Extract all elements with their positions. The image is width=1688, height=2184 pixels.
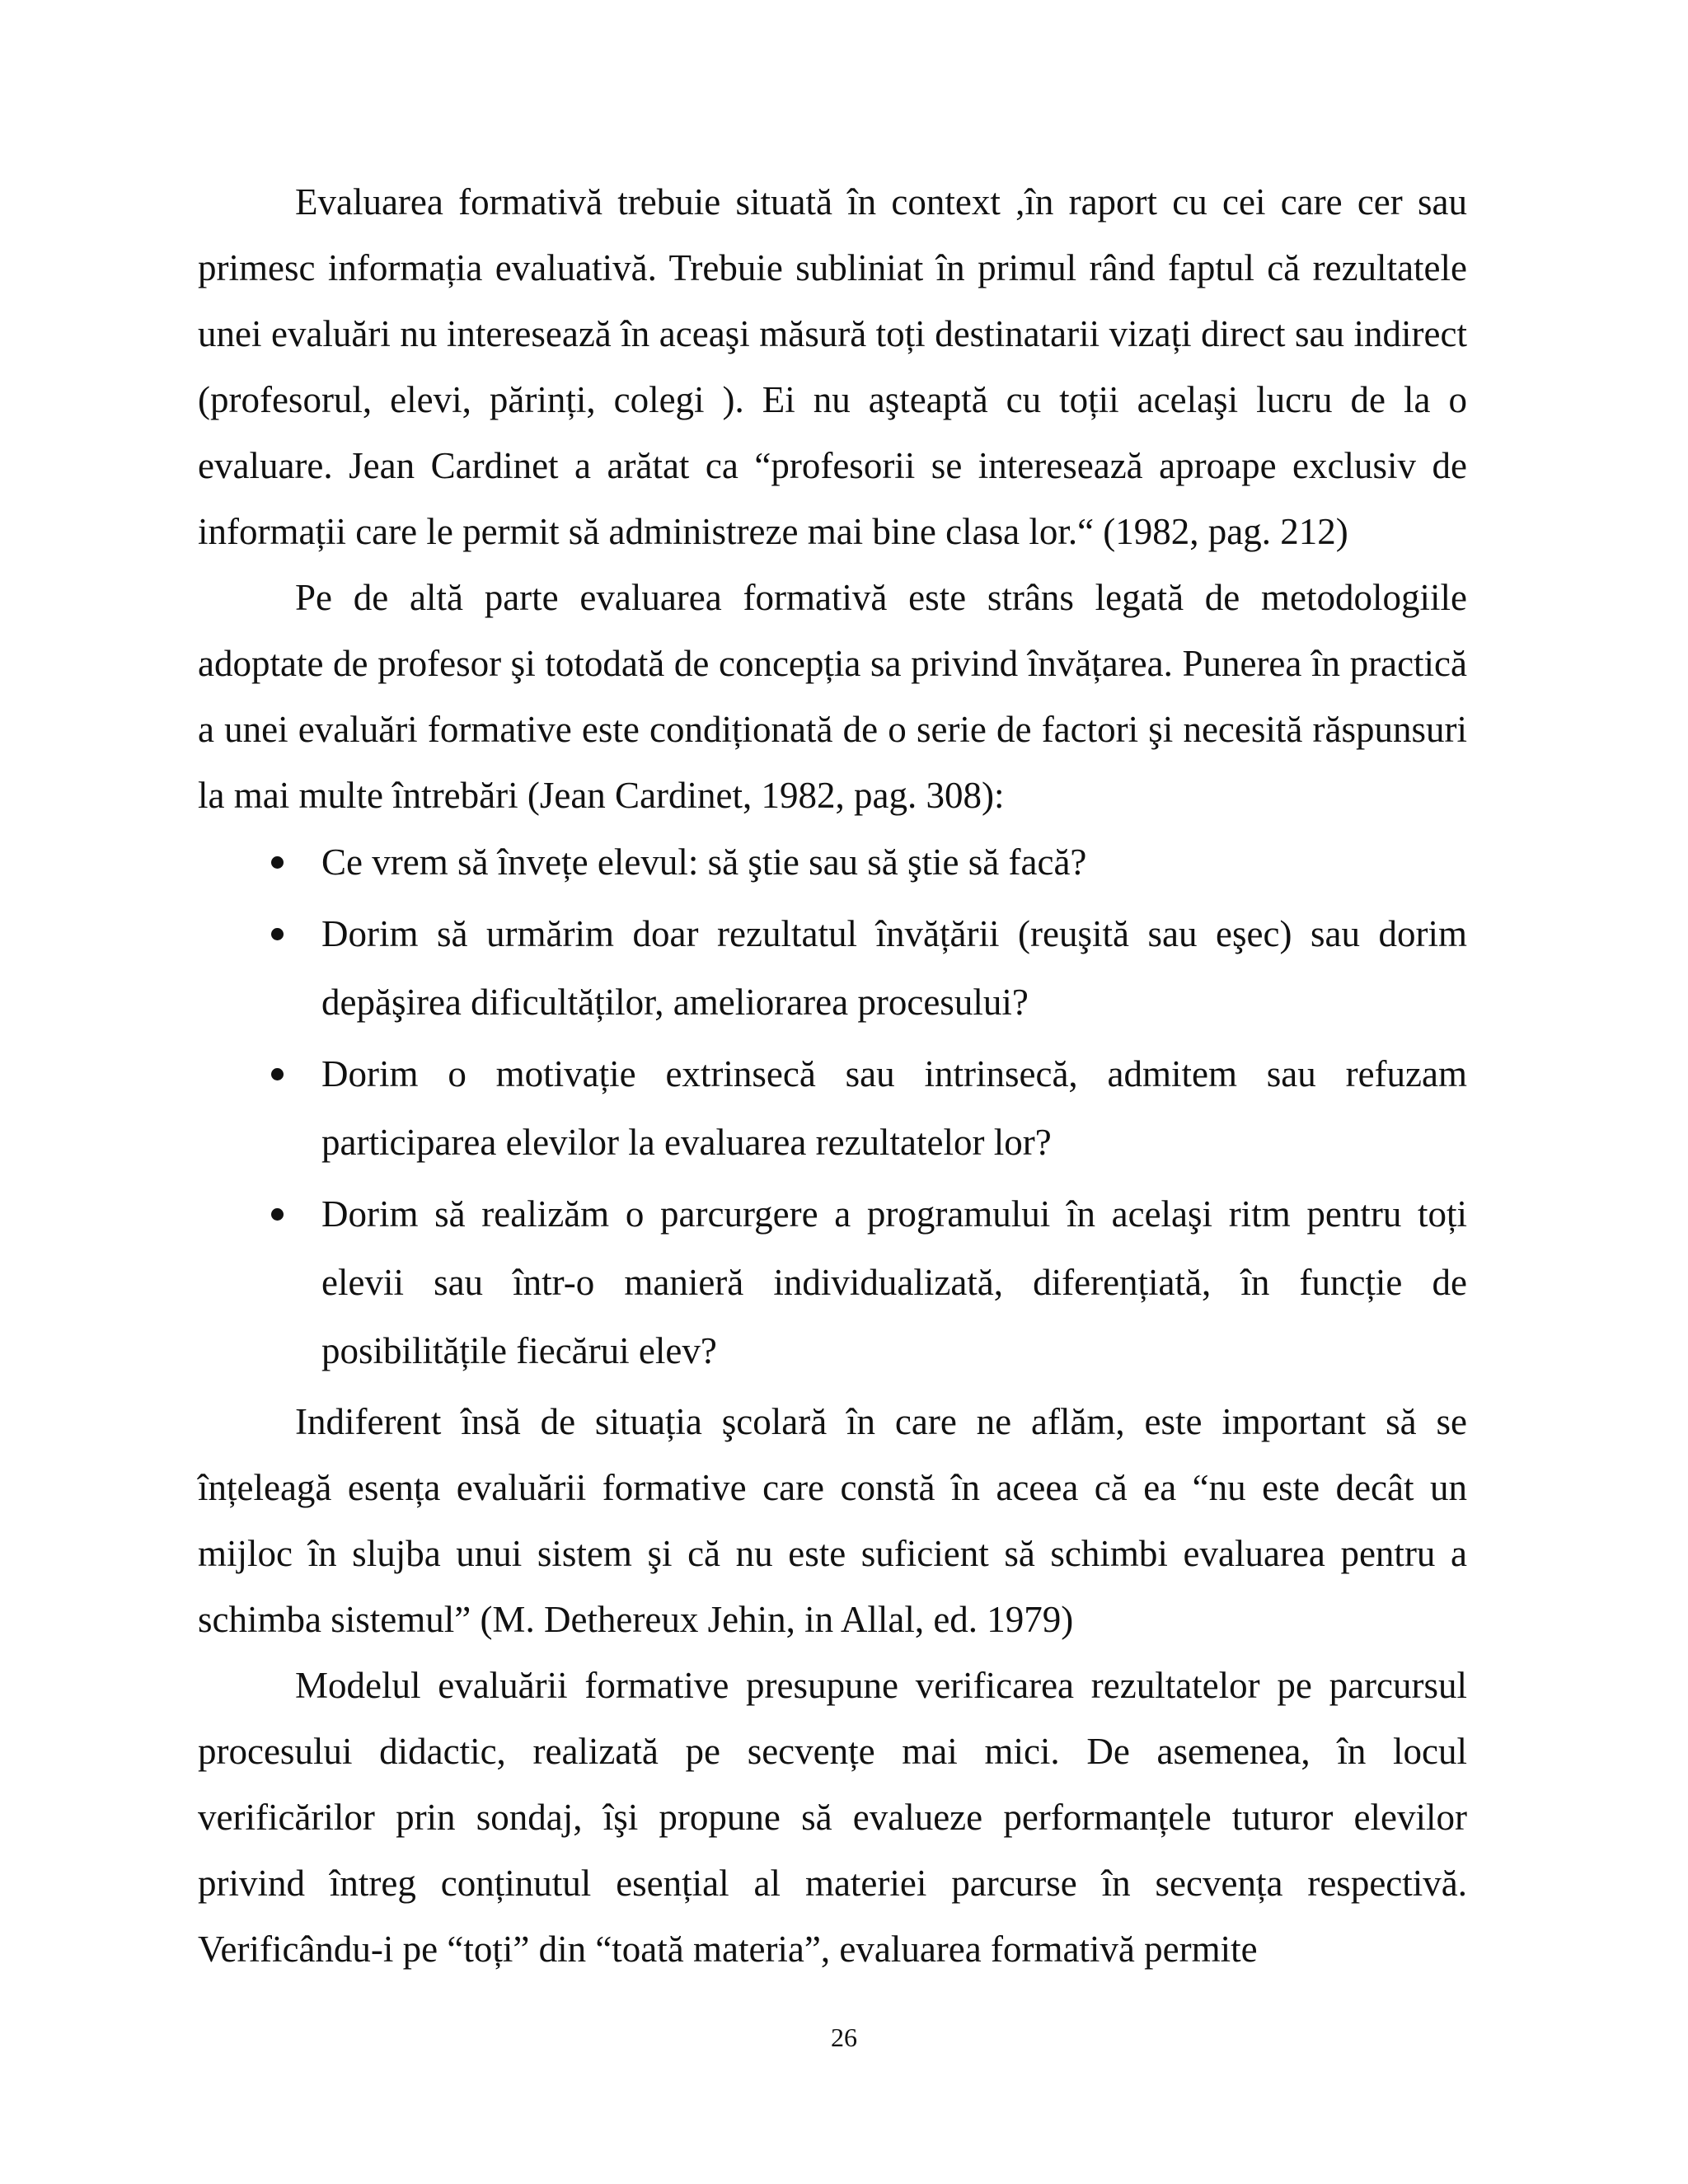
page-number: 26 — [831, 2022, 857, 2052]
list-item-text: Dorim să realizăm o parcurgere a programului în acelaşi ritm pentru toți elevii sau într-o manieră individualizată, diferențiată, în funcție de posibilitățile fiecărui elev? — [321, 1193, 1467, 1371]
bullet-icon — [271, 856, 284, 869]
bullet-icon — [271, 1208, 284, 1221]
list-item — [321, 1180, 1467, 1385]
list-item-text: Dorim să urmărim doar rezultatul învățării (reuşită sau eşec) sau dorim depăşirea dificultăților, ameliorarea procesului? — [321, 913, 1467, 1023]
paragraph-evaluation-context: Evaluarea formativă trebuie situată în context ,în raport cu cei care cer sau primesc informația evaluativă. Trebuie subliniat în primul rând faptul că rezultatele unei evaluări nu interesează în aceaşi măsură toți destinatarii vizați direct sau indirect (profesorul, elevi, părinți, colegi ). Ei nu aşteaptă cu toții acelaşi lucru de la o evaluare. Jean Cardinet a arătat ca “profesorii se interesează aproape exclusiv de informații care le permit să administreze mai bine clasa lor.“ (1982, pag. 212) — [198, 181, 1467, 552]
question-list — [198, 828, 1467, 1385]
list-item — [321, 1040, 1467, 1177]
list-item-text: Ce vrem să învețe elevul: să ştie sau să ştie să facă? — [321, 841, 1087, 883]
bullet-icon — [271, 928, 284, 940]
paragraph-model: Modelul evaluării formative presupune verificarea rezultatelor pe parcursul procesului didactic, realizată pe secvențe mai mici. De asemenea, în locul verificărilor prin sondaj, îşi propune să evalueze performanțele tuturor elevilor privind întreg conținutul esențial al materiei parcurse în secvența respectivă. Verificându-i pe “toți” din “toată materia”, evaluarea formativă permite — [198, 1665, 1467, 1970]
page-body — [198, 169, 1467, 1982]
list-item — [321, 900, 1467, 1037]
paragraph-methodology: Pe de altă parte evaluarea formativă este strâns legată de metodologiile adoptate de profesor şi totodată de concepția sa privind învățarea. Punerea în practică a unei evaluări formative este condiționată de o serie de factori şi necesită răspunsuri la mai multe întrebări (Jean Cardinet, 1982, pag. 308): — [198, 577, 1467, 816]
list-item — [321, 828, 1467, 897]
bullet-icon — [271, 1068, 284, 1080]
paragraph-essence: Indiferent însă de situația şcolară în care ne aflăm, este important să se înțeleagă esența evaluării formative care constă în aceea că ea “nu este decât un mijloc în slujba unui sistem şi că nu este suficient să schimbi evaluarea pentru a schimba sistemul” (M. Dethereux Jehin, in Allal, ed. 1979) — [198, 1401, 1467, 1640]
list-item-text: Dorim o motivație extrinsecă sau intrinsecă, admitem sau refuzam participarea elevilor la evaluarea rezultatelor lor? — [321, 1053, 1467, 1163]
